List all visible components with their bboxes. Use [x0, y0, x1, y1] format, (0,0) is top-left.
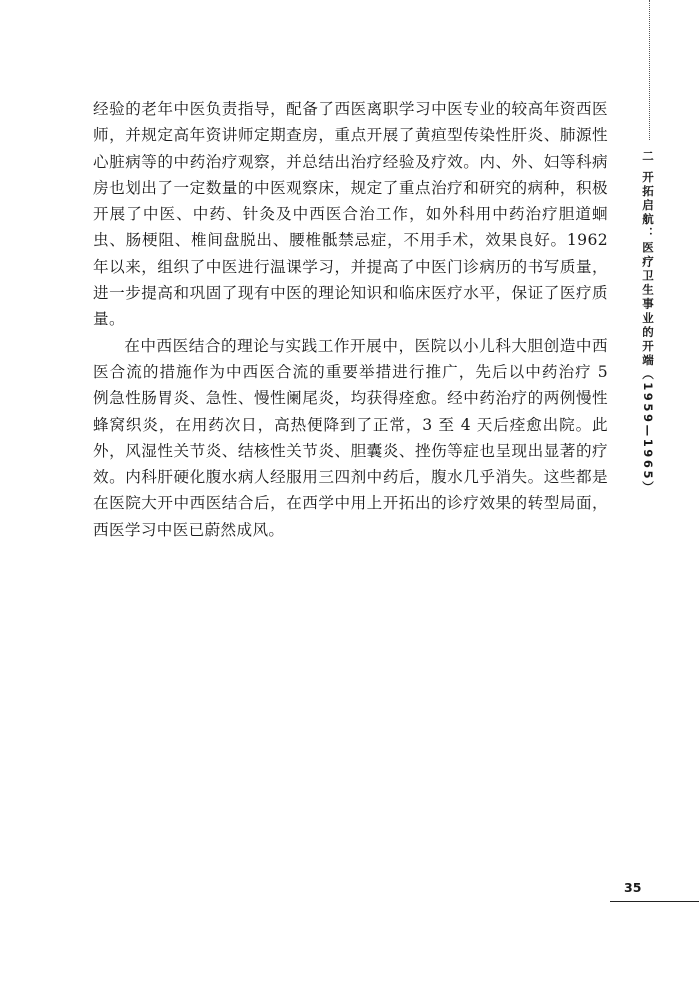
page-number: 35 — [624, 880, 642, 895]
paragraph: 在中西医结合的理论与实践工作开展中，医院以小儿科大胆创造中西医合流的措施作为中西医合流的重要举措进行推广，先后以中药治疗 5 例急性肠胃炎、急性、慢性阑尾炎，均获得痊愈。经中药治疗的两例慢性蜂窝织炎，在用药次日，高热便降到了正常，3 至 4 天后痊愈出院。此外，风湿性关节炎、结核性关节炎、胆囊炎、挫伤等症也呈现出显著的疗效。内科肝硬化腹水病人经服用三四剂中药后，腹水几乎消失。这些都是在医院大开中西医结合后，在西学中用上开拓出的诊疗效果的转型局面，西医学习中医已蔚然成风。 — [93, 336, 608, 539]
margin-dotted-line — [649, 0, 650, 140]
body-text — [93, 96, 608, 543]
running-head: 二 开拓启航：医疗卫生事业的开端（1959—1965） — [641, 150, 655, 496]
page-number-rule — [610, 901, 699, 902]
paragraph: 经验的老年中医负责指导，配备了西医离职学习中医专业的较高年资西医师，并规定高年资讲师定期查房，重点开展了黄疸型传染性肝炎、肺源性心脏病等的中药治疗观察，并总结出治疗经验及疗效。内、外、妇等科病房也划出了一定数量的中医观察床，规定了重点治疗和研究的病种，积极开展了中医、中药、针灸及中西医合治工作，如外科用中药治疗胆道蛔虫、肠梗阻、椎间盘脱出、腰椎骶禁忌症，不用手术，效果良好。1962 年以来，组织了中医进行温课学习，并提高了中医门诊病历的书写质量，进一步提高和巩固了现有中医的理论知识和临床医疗水平，保证了医疗质量。 — [93, 100, 608, 329]
